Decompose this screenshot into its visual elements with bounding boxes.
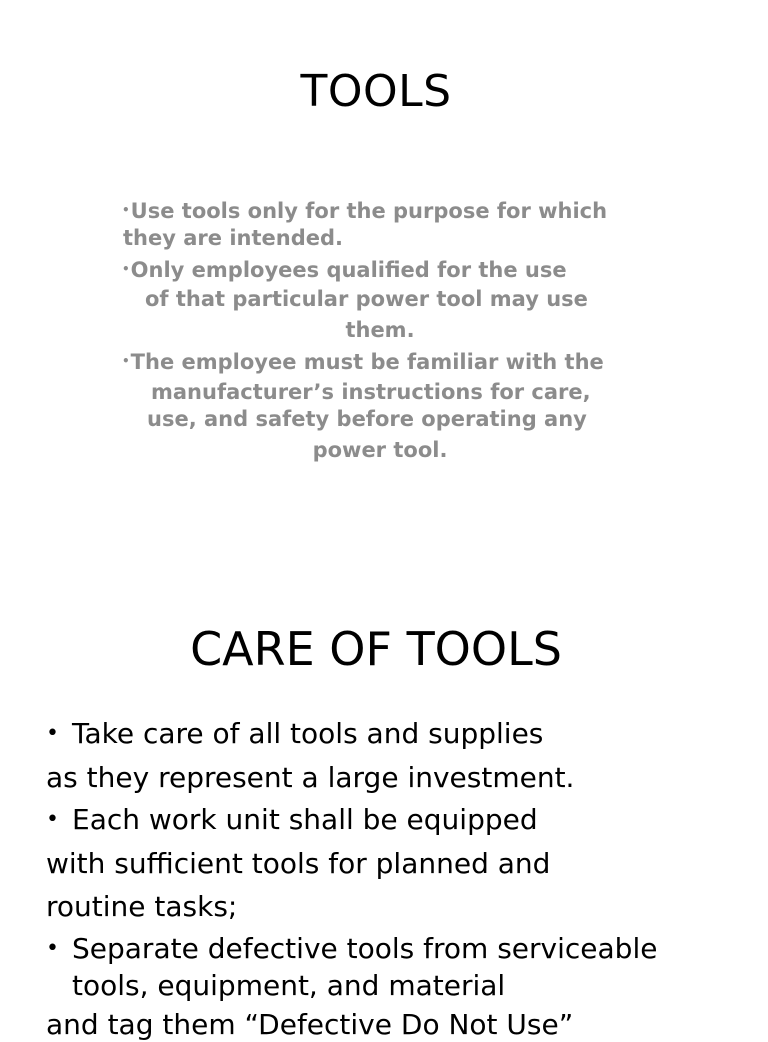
list-item	[122, 348, 604, 375]
bullet-text: Only employees qualified for the use	[130, 258, 567, 282]
bullet-text-continuation: manufacturer’s instructions for care,	[151, 380, 591, 404]
bullet-text-continuation: tools, equipment, and material	[72, 969, 506, 1002]
bullet-text: Use tools only for the purpose for which	[130, 199, 608, 223]
bullet-marker: •	[122, 262, 130, 276]
slide-title: CARE OF TOOLS	[190, 622, 562, 676]
list-item	[122, 197, 607, 224]
bullet-marker: •	[122, 203, 130, 217]
bullet-text-continuation: of that particular power tool may use	[145, 287, 588, 311]
bullet-text-continuation: as they represent a large investment.	[46, 761, 575, 794]
list-item	[46, 803, 538, 837]
bullet-text-continuation: routine tasks;	[46, 890, 238, 923]
bullet-text: Separate defective tools from serviceable	[72, 932, 658, 965]
bullet-text-continuation: them.	[345, 318, 415, 342]
bullet-marker: •	[46, 721, 59, 746]
bullet-text-continuation: use, and safety before operating any	[147, 407, 587, 431]
list-item	[46, 932, 657, 966]
list-item	[122, 256, 567, 283]
bullet-text-continuation: and tag them “Defective Do Not Use”	[46, 1008, 574, 1041]
bullet-text: The employee must be familiar with the	[130, 350, 604, 374]
bullet-text-continuation: power tool.	[312, 438, 448, 462]
bullet-marker: •	[46, 936, 59, 961]
bullet-text: Each work unit shall be equipped	[72, 803, 538, 836]
bullet-marker: •	[46, 807, 59, 832]
list-item	[46, 717, 543, 751]
bullet-text: Take care of all tools and supplies	[72, 717, 544, 750]
slide-title: TOOLS	[300, 66, 452, 117]
bullet-text-continuation: with sufficient tools for planned and	[46, 847, 551, 880]
bullet-marker: •	[122, 354, 130, 368]
bullet-text-continuation: they are intended.	[123, 226, 343, 250]
